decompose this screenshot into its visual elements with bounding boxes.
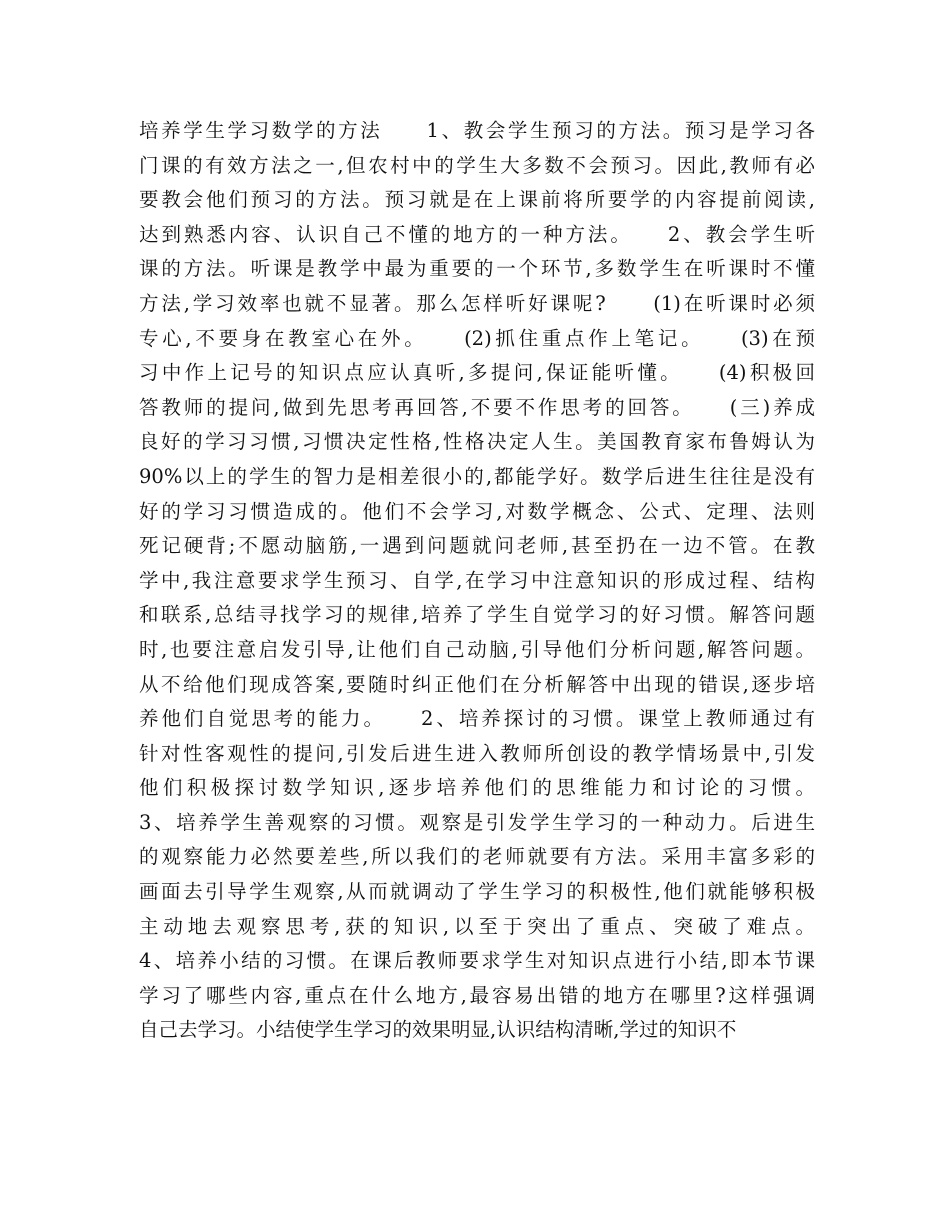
text-line: 画面去引导学生观察,从而就调动了学生学习的积极性,他们就能够积极 [139, 880, 815, 904]
text-line: 良好的学习习惯,习惯决定性格,性格决定人生。美国教育家布鲁姆认为 [139, 430, 815, 454]
text-line: 要教会他们预习的方法。预习就是在上课前将所要学的内容提前阅读, [139, 188, 815, 212]
text-line: 针对性客观性的提问,引发后进生进入教师所创设的教学情场景中,引发 [139, 741, 815, 765]
text-line: 达到熟悉内容、认识自己不懂的地方的一种方法。 2、教会学生听 [139, 222, 815, 246]
text-line: 从不给他们现成答案,要随时纠正他们在分析解答中出现的错误,逐步培 [139, 672, 815, 696]
text-line: 的观察能力必然要差些,所以我们的老师就要有方法。采用丰富多彩的 [139, 845, 815, 869]
text-line: 时,也要注意启发引导,让他们自己动脑,引导他们分析问题,解答问题。 [139, 637, 815, 661]
text-line: 3、培养学生善观察的习惯。观察是引发学生学习的一种动力。后进生 [139, 810, 815, 834]
text-line: 和联系,总结寻找学习的规律,培养了学生自觉学习的好习惯。解答问题 [139, 603, 815, 627]
text-line: 门课的有效方法之一,但农村中的学生大多数不会预习。因此,教师有必 [139, 153, 815, 177]
text-line: 90%以上的学生的智力是相差很小的,都能学好。数学后进生往往是没有 [139, 464, 815, 488]
text-line: 课的方法。听课是教学中最为重要的一个环节,多数学生在听课时不懂 [139, 257, 815, 281]
text-line: 专心,不要身在教室心在外。 (2)抓住重点作上笔记。 (3)在预 [139, 326, 815, 350]
text-line: 培养学生学习数学的方法 1、教会学生预习的方法。预习是学习各 [139, 119, 815, 142]
text-line: 死记硬背;不愿动脑筋,一遇到问题就问老师,甚至扔在一边不管。在教 [139, 534, 815, 558]
text-line: 自己去学习。小结使学生学习的效果明显,认识结构清晰,学过的知识不 [139, 1018, 737, 1042]
text-line: 学中,我注意要求学生预习、自学,在学习中注意知识的形成过程、结构 [139, 568, 815, 592]
text-line: 答教师的提问,做到先思考再回答,不要不作思考的回答。 (三)养成 [139, 395, 815, 419]
text-line: 习中作上记号的知识点应认真听,多提问,保证能听懂。 (4)积极回 [139, 361, 815, 385]
text-line: 好的学习习惯造成的。他们不会学习,对数学概念、公式、定理、法则 [139, 499, 815, 523]
text-line: 4、培养小结的习惯。在课后教师要求学生对知识点进行小结,即本节课 [139, 949, 815, 973]
text-line: 他们积极探讨数学知识,逐步培养他们的思维能力和讨论的习惯。 [139, 776, 815, 800]
text-line: 主动地去观察思考,获的知识,以至于突出了重点、突破了难点。 [139, 914, 815, 938]
text-line: 学习了哪些内容,重点在什么地方,最容易出错的地方在哪里?这样强调 [139, 983, 815, 1007]
document-body [139, 114, 815, 1048]
text-line: 方法,学习效率也就不显著。那么怎样听好课呢? (1)在听课时必须 [139, 291, 815, 315]
text-line: 养他们自觉思考的能力。 2、培养探讨的习惯。课堂上教师通过有 [139, 707, 815, 731]
